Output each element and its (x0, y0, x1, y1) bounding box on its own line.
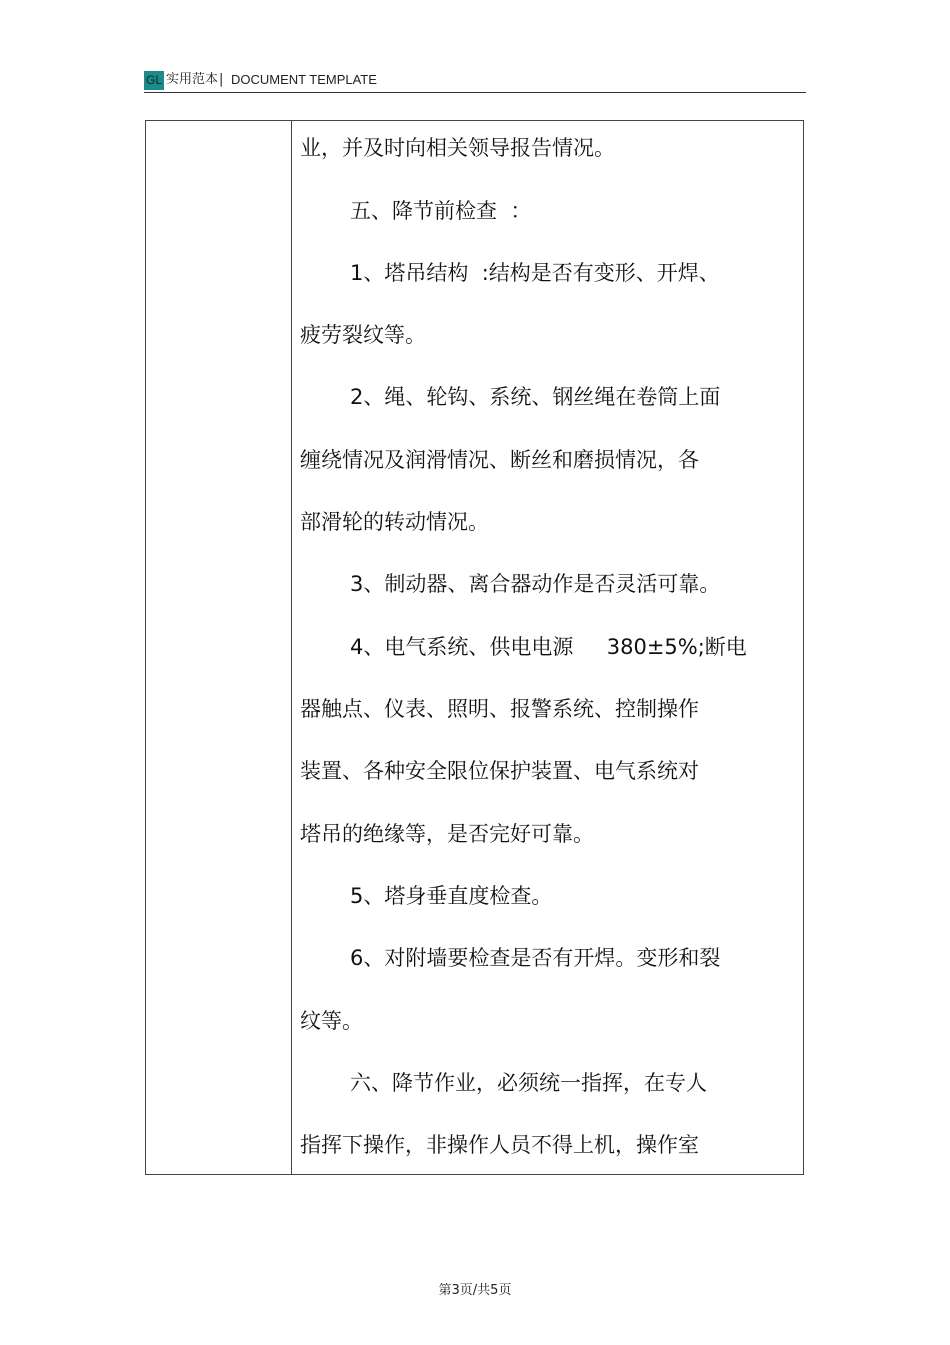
header-brand-text: 实用范本 (166, 72, 219, 87)
left-empty-cell (146, 121, 292, 1174)
text-line: 纹等。 (300, 1009, 363, 1033)
content-table (145, 120, 804, 1175)
text-line: 缠绕情况及润滑情况、断丝和磨损情况，各 (300, 448, 699, 472)
text-line: 器触点、仪表、照明、报警系统、控制操作 (300, 697, 699, 721)
section-heading: 六、降节作业，必须统一指挥，在专人 (350, 1071, 707, 1095)
text-line: 1、塔吊结构 :结构是否有变形、开焊、 (350, 261, 720, 285)
text-line: 4、电气系统、供电电源 380±5%;断电 (350, 635, 747, 659)
text-line: 5、塔身垂直度检查。 (350, 884, 553, 908)
text-line: 指挥下操作，非操作人员不得上机，操作室 (300, 1133, 699, 1157)
text-line: 疲劳裂纹等。 (300, 323, 426, 347)
text-line: 部滑轮的转动情况。 (300, 510, 489, 534)
text-line: 业，并及时向相关领导报告情况。 (300, 136, 615, 160)
page-header (144, 70, 806, 93)
text-line: 装置、各种安全限位保护装置、电气系统对 (300, 759, 699, 783)
text-line: 2、绳、轮钩、系统、钢丝绳在卷筒上面 (350, 385, 721, 409)
section-heading: 五、降节前检查 ： (350, 199, 532, 223)
text-line: 3、制动器、离合器动作是否灵活可靠。 (350, 572, 721, 596)
header-document-title: DOCUMENT TEMPLATE (231, 72, 377, 87)
text-line: 塔吊的绝缘等，是否完好可靠。 (300, 822, 594, 846)
text-line: 6、对附墙要检查是否有开焊。变形和裂 (350, 946, 721, 970)
brand-logo-badge: GL (144, 71, 164, 90)
header-separator: | (219, 72, 224, 87)
right-text-cell (292, 121, 803, 1174)
page-number-footer: 第3页/共5页 (438, 1283, 512, 1298)
